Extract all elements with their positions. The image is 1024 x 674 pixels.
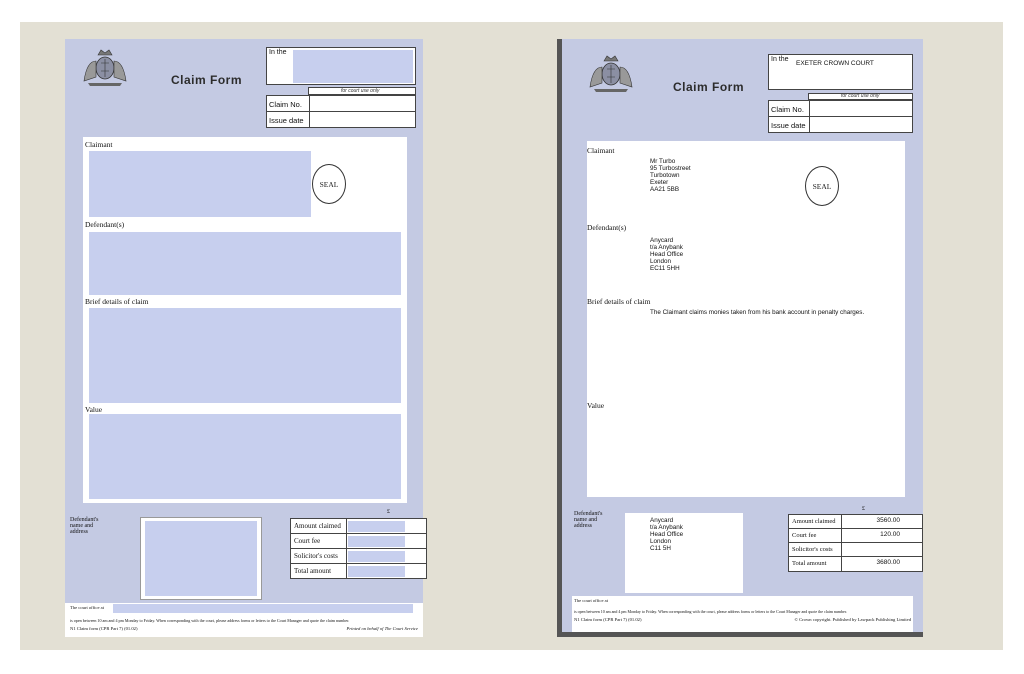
claimant-label: Claimant: [85, 140, 113, 149]
form-title: Claim Form: [673, 80, 745, 94]
filled-footer: [572, 596, 913, 632]
amount-claimed-field[interactable]: [348, 521, 405, 532]
value-label: Value: [85, 405, 103, 414]
claimant-field[interactable]: [89, 151, 311, 217]
claim-details-panel: [587, 141, 905, 497]
blank-footer: [65, 603, 423, 637]
printed-on-behalf: Printed on behalf of The Court Service: [346, 626, 418, 631]
brief-details-label: Brief details of claim: [587, 297, 651, 306]
claim-no-label: Claim No.: [269, 100, 302, 109]
court-fee-label: Court fee: [294, 537, 321, 545]
claimant-address[interactable]: Mr Turbo 95 Turbostreet Turbotown Exeter AA21 5BB: [650, 158, 691, 193]
solicitor-costs-label: Solicitor's costs: [792, 546, 833, 553]
defendants-label: Defendant(s): [85, 220, 125, 229]
amount-claimed-value[interactable]: 3560.00: [876, 517, 900, 524]
issue-date-label: Issue date: [269, 116, 304, 125]
value-label: Value: [587, 401, 605, 410]
court-office-label: The court office at: [574, 598, 608, 603]
total-amount-label: Total amount: [792, 560, 827, 567]
in-the-box: [768, 54, 913, 90]
claim-no-row: [768, 100, 913, 117]
total-amount-value[interactable]: 3680.00: [876, 559, 900, 566]
brief-details-label: Brief details of claim: [85, 297, 149, 306]
solicitor-costs-label: Solicitor's costs: [294, 552, 338, 560]
court-fee-field[interactable]: [348, 536, 405, 547]
value-field[interactable]: [89, 414, 401, 499]
currency-symbol: £: [862, 506, 865, 512]
court-name-value[interactable]: EXETER CROWN COURT: [796, 60, 874, 67]
issue-date-row: [768, 116, 913, 133]
defendant-address-box[interactable]: [625, 513, 743, 593]
court-use-label: for court use only: [841, 93, 880, 99]
issue-date-row: [266, 111, 416, 128]
filled-claim-form: [562, 39, 923, 632]
royal-crest-icon: [80, 47, 130, 87]
court-use-box: [808, 93, 913, 100]
royal-crest-icon: [586, 53, 636, 93]
form-code: N1 Claim form (CPR Part 7) (01.02): [70, 626, 138, 631]
in-the-box: [266, 47, 416, 85]
court-fee-value[interactable]: 120.00: [880, 531, 900, 538]
court-fee-label: Court fee: [792, 532, 817, 539]
solicitor-costs-field[interactable]: [348, 551, 405, 562]
seal-stamp: SEAL: [312, 164, 346, 204]
form-code: N1 Claim form (CPR Part 7) (01.02): [574, 617, 642, 622]
defendant-address-box: [140, 517, 262, 600]
court-use-label: for court use only: [341, 88, 380, 94]
defendants-address[interactable]: Anycard t/a Anybank Head Office London EC11 5HH: [650, 237, 684, 272]
amount-claimed-label: Amount claimed: [792, 518, 836, 525]
court-use-box: [308, 87, 416, 95]
blank-claim-form: [65, 39, 423, 637]
claim-no-row: [266, 95, 416, 112]
amount-claimed-label: Amount claimed: [294, 522, 341, 530]
form-title: Claim Form: [171, 73, 243, 87]
court-office-field[interactable]: [113, 604, 413, 613]
fees-table: [788, 514, 923, 572]
seal-stamp: SEAL: [805, 166, 839, 206]
in-the-label: In the: [269, 49, 287, 56]
defendants-label: Defendant(s): [587, 223, 627, 232]
in-the-label: In the: [771, 56, 789, 63]
total-amount-field[interactable]: [348, 566, 405, 577]
defendant-address-label: Defendant's name and address: [70, 517, 99, 535]
defendants-field[interactable]: [89, 232, 401, 295]
background-canvas: [20, 22, 1003, 650]
opening-hours-text: is open between 10 am and 4 pm Monday to Friday. When corresponding with the court, please address forms or letters to the Court Manager and quote the claim number.: [70, 618, 350, 623]
service-address: Anycard t/a Anybank Head Office London C11 5H: [650, 517, 684, 552]
currency-symbol: £: [387, 509, 390, 515]
opening-hours-text: is open between 10 am and 4 pm Monday to Friday. When corresponding with the court, please address forms or letters to the Court Manager and quote the claim number.: [574, 609, 847, 614]
claimant-label: Claimant: [587, 146, 615, 155]
court-name-field[interactable]: [293, 50, 413, 83]
defendant-address-field[interactable]: [145, 521, 257, 596]
claim-no-label: Claim No.: [771, 105, 804, 114]
court-office-label: The court office at: [70, 605, 104, 610]
brief-details-field[interactable]: [89, 308, 401, 403]
defendant-address-label: Defendant's name and address: [574, 511, 603, 529]
court-header-box: [266, 47, 416, 129]
fees-table: [290, 518, 427, 579]
copyright: © Crown copyright. Published by Lawpack Publishing Limited: [794, 617, 911, 622]
brief-details-value[interactable]: The Claimant claims monies taken from his bank account in penalty charges.: [650, 309, 865, 316]
claim-details-panel: [83, 137, 407, 503]
court-header-box: [768, 54, 913, 134]
total-amount-label: Total amount: [294, 567, 332, 575]
issue-date-label: Issue date: [771, 121, 806, 130]
